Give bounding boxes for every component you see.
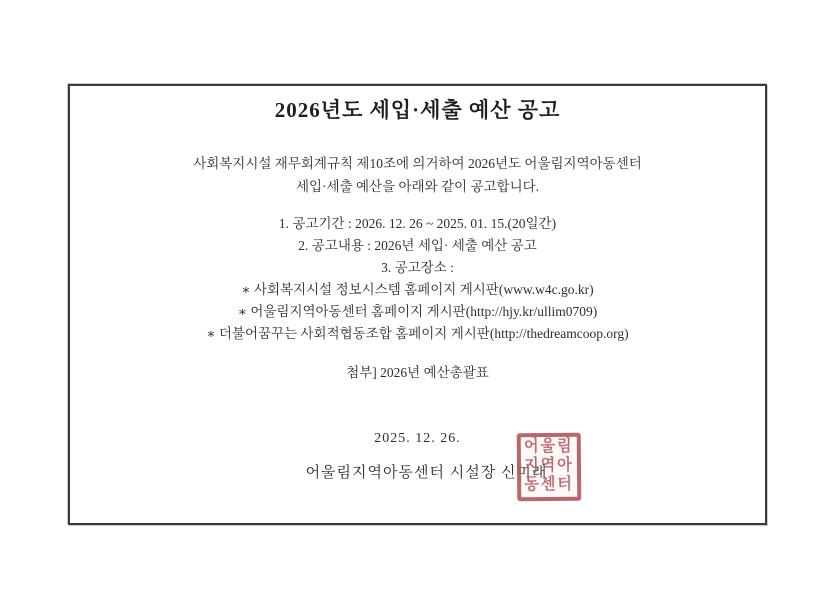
page-title: 2026년도 세입·세출 예산 공고 (274, 98, 561, 122)
seal-row: 어울림 (524, 438, 574, 456)
seal-row: 동센터 (524, 476, 574, 494)
notice-location-heading: 3. 공고장소 : (381, 260, 454, 275)
intro-line-2: 세입·세출 예산을 아래와 같이 공고합니다. (295, 179, 540, 194)
seal-row: 지역아 (524, 457, 574, 475)
notice-list (70, 213, 765, 345)
notice-location-item: ∗ 어울림지역아동센터 홈페이지 게시판(http://hjy.kr/ullim0709) (237, 304, 598, 319)
official-seal-stamp (517, 433, 582, 502)
intro-paragraph (70, 152, 765, 198)
attachment-note: 첨부] 2026년 예산총괄표 (346, 365, 489, 380)
notice-content-line: 2. 공고내용 : 2026년 세입· 세출 예산 공고 (298, 238, 537, 253)
document-date: 2025. 12. 26. (374, 431, 461, 446)
document-border-frame (68, 84, 767, 525)
notice-period-line: 1. 공고기간 : 2026. 12. 26 ~ 2025. 01. 15.(20일간) (278, 216, 557, 231)
notice-location-item: ∗ 더불어꿈꾸는 사회적협동조합 홈페이지 게시판(http://thedreamcoop.org) (206, 326, 629, 341)
intro-line-1: 사회복지시설 재무회계규칙 제10조에 의거하여 2026년도 어울림지역아동센터 (193, 156, 642, 171)
notice-location-item: ∗ 사회복지시설 정보시스템 홈페이지 게시판(www.w4c.go.kr) (241, 282, 594, 297)
signature-line: 어울림지역아동센터 시설장 신미래 (305, 465, 548, 481)
